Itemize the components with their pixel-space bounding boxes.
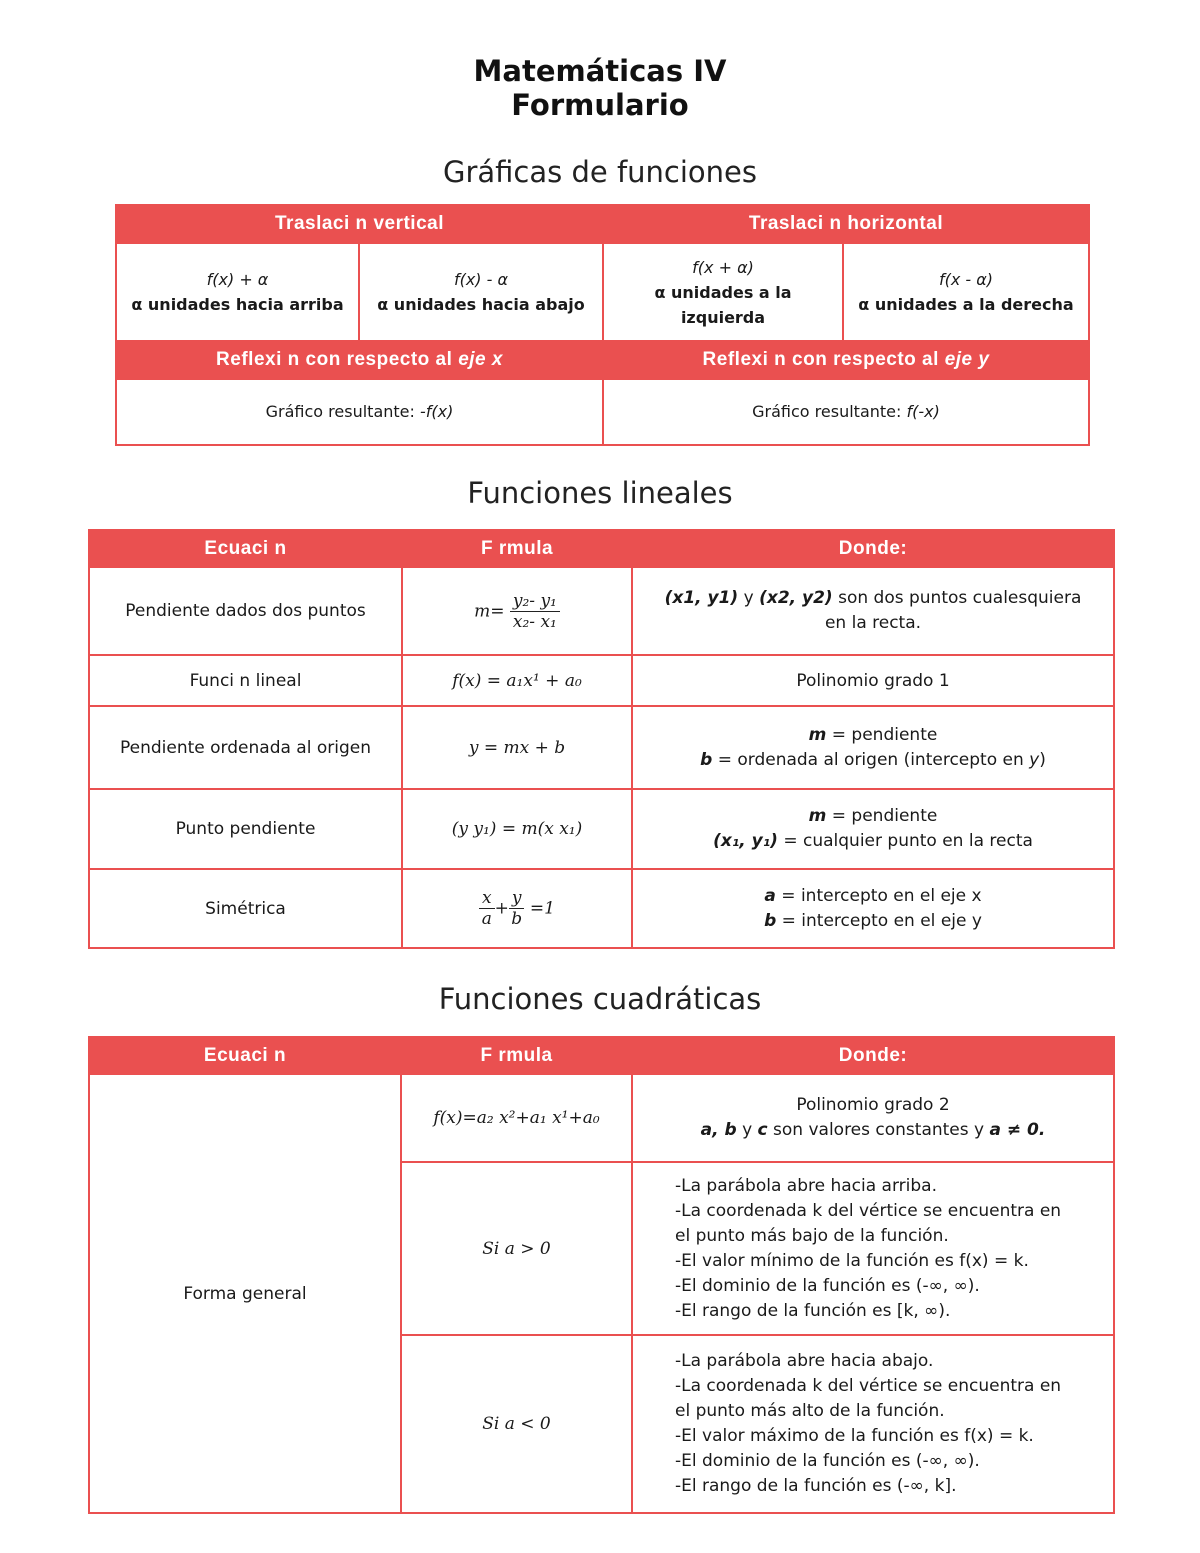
where-text: = pendiente xyxy=(826,724,938,745)
header-where: Donde: xyxy=(632,530,1114,567)
result-label: Gráfico resultante: xyxy=(265,402,415,421)
description: α unidades a la izquierda xyxy=(654,282,792,327)
list-item: -El valor máximo de la función es f(x) = k. xyxy=(675,1426,1034,1446)
connector: y xyxy=(738,588,760,608)
horizontal-translation-header: Traslaci n horizontal xyxy=(603,205,1089,243)
point-2: (x2, y2) xyxy=(759,588,833,608)
fraction-y-b xyxy=(509,888,525,929)
equals-one: =1 xyxy=(529,898,555,919)
where-positive xyxy=(632,1162,1114,1335)
row-formula xyxy=(402,869,632,948)
quadratic-functions-table xyxy=(88,1036,1115,1514)
where-negative xyxy=(632,1335,1114,1513)
formula: f(x) + α xyxy=(206,270,269,289)
result-formula: f(-x) xyxy=(906,402,940,421)
list-item: -El dominio de la función es (-∞, ∞). xyxy=(675,1275,980,1296)
list-item: -La coordenada k del vértice se encuentra en xyxy=(675,1376,1062,1396)
reflection-y-label: Reflexi n con respecto al xyxy=(702,349,939,370)
connector: y xyxy=(736,1120,758,1140)
translation-cell-up xyxy=(116,243,359,341)
page-subtitle: Formulario xyxy=(511,88,689,122)
vertical-translation-header: Traslaci n vertical xyxy=(116,205,603,243)
result-formula: -f(x) xyxy=(419,402,454,421)
point-1: (x1, y1) xyxy=(664,588,739,608)
header-where: Donde: xyxy=(632,1037,1114,1074)
header-equation: Ecuaci n xyxy=(89,530,402,567)
row-formula: y = mx + b xyxy=(402,706,632,789)
header-formula: F rmula xyxy=(401,1037,632,1074)
row-name: Forma general xyxy=(89,1074,401,1513)
row-formula: f(x) = a₁x¹ + a₀ xyxy=(402,655,632,706)
list-item: -El rango de la función es (-∞, k]. xyxy=(675,1476,957,1496)
list-item: -La parábola abre hacia abajo. xyxy=(675,1351,934,1371)
where-text: son valores constantes y xyxy=(767,1120,990,1140)
reflection-x-result xyxy=(116,379,603,445)
reflection-x-header xyxy=(116,341,603,379)
row-formula: f(x)=a₂ x²+a₁ x¹+a₀ xyxy=(401,1074,632,1162)
var-a: a xyxy=(764,885,776,906)
denominator: b xyxy=(511,909,523,929)
denominator: a xyxy=(481,909,492,929)
translation-cell-left xyxy=(603,243,843,341)
list-item: -La parábola abre hacia arriba. xyxy=(675,1175,937,1196)
where-text: = pendiente xyxy=(826,806,938,826)
list-item: -El valor mínimo de la función es f(x) = k. xyxy=(675,1250,1029,1271)
var-b: b xyxy=(764,910,777,931)
description: α unidades a la derecha xyxy=(858,295,1074,314)
row-name: Pendiente ordenada al origen xyxy=(89,706,402,789)
var-m: m xyxy=(808,806,827,826)
condition-negative: Si a < 0 xyxy=(401,1335,632,1513)
numerator: y xyxy=(509,888,525,909)
graphs-table xyxy=(115,204,1090,446)
condition: a ≠ 0. xyxy=(989,1120,1046,1140)
row-name: Funci n lineal xyxy=(89,655,402,706)
formula: f(x + α) xyxy=(692,257,754,277)
slope-m: m= xyxy=(474,601,505,621)
fraction-x-a xyxy=(479,888,495,929)
var-b: b xyxy=(700,749,713,770)
var-y: y xyxy=(1029,749,1040,770)
row-name: Simétrica xyxy=(89,869,402,948)
reflection-y-axis: eje y xyxy=(944,349,990,370)
where-text: = ordenada al origen (intercepto en xyxy=(712,749,1030,770)
row-where xyxy=(632,706,1114,789)
row-name: Pendiente dados dos puntos xyxy=(89,567,402,655)
where-text-2: en la recta. xyxy=(824,613,922,633)
row-name: Punto pendiente xyxy=(89,789,402,869)
row-where xyxy=(632,1074,1114,1162)
reflection-y-result xyxy=(603,379,1089,445)
where-text: son dos puntos cualesquiera xyxy=(832,588,1082,608)
list-item: el punto más bajo de la función. xyxy=(675,1225,949,1246)
list-item: el punto más alto de la función. xyxy=(675,1401,945,1421)
plus-sign: + xyxy=(494,898,509,919)
header-formula: F rmula xyxy=(402,530,632,567)
list-item: -El dominio de la función es (-∞, ∞). xyxy=(675,1451,980,1471)
slope-fraction xyxy=(510,591,560,632)
translation-cell-right xyxy=(843,243,1089,341)
formula: f(x - α) xyxy=(938,270,994,289)
section-title-quadratic: Funciones cuadráticas xyxy=(438,982,762,1016)
list-item: -La coordenada k del vértice se encuentra en xyxy=(675,1200,1062,1221)
page-title: Matemáticas IV xyxy=(473,54,727,88)
translation-cell-down xyxy=(359,243,603,341)
var-ab: a, b xyxy=(700,1120,737,1140)
list-item: -El rango de la función es [k, ∞). xyxy=(675,1300,951,1321)
description: α unidades hacia arriba xyxy=(131,295,344,314)
row-formula: (y y₁) = m(x x₁) xyxy=(402,789,632,869)
where-text: = intercepto en el eje y xyxy=(776,910,982,931)
row-where xyxy=(632,869,1114,948)
section-title-graphs: Gráficas de funciones xyxy=(443,155,757,189)
row-where xyxy=(632,567,1114,655)
description: α unidades hacia abajo xyxy=(377,295,585,314)
row-where: Polinomio grado 1 xyxy=(632,655,1114,706)
row-where xyxy=(632,789,1114,869)
section-title-linear: Funciones lineales xyxy=(467,476,733,510)
where-text-end: ) xyxy=(1039,749,1046,770)
formula: f(x) - α xyxy=(453,270,509,289)
slope-numerator: y₂- y₁ xyxy=(510,591,560,612)
condition-positive: Si a > 0 xyxy=(401,1162,632,1335)
linear-functions-table xyxy=(88,529,1115,949)
reflection-x-label: Reflexi n con respecto al xyxy=(216,349,453,370)
header-equation: Ecuaci n xyxy=(89,1037,401,1074)
slope-denominator: x₂- x₁ xyxy=(512,611,557,632)
where-text: = cualquier punto en la recta xyxy=(777,831,1033,851)
var-m: m xyxy=(808,724,827,745)
numerator: x xyxy=(479,888,495,909)
result-label: Gráfico resultante: xyxy=(752,402,902,421)
where-text: = intercepto en el eje x xyxy=(775,885,982,906)
reflection-x-axis: eje x xyxy=(458,349,503,370)
var-c: c xyxy=(757,1120,768,1140)
where-text: Polinomio grado 2 xyxy=(796,1095,950,1115)
point-var: (x₁, y₁) xyxy=(713,831,778,851)
row-formula xyxy=(402,567,632,655)
reflection-y-header xyxy=(603,341,1089,379)
